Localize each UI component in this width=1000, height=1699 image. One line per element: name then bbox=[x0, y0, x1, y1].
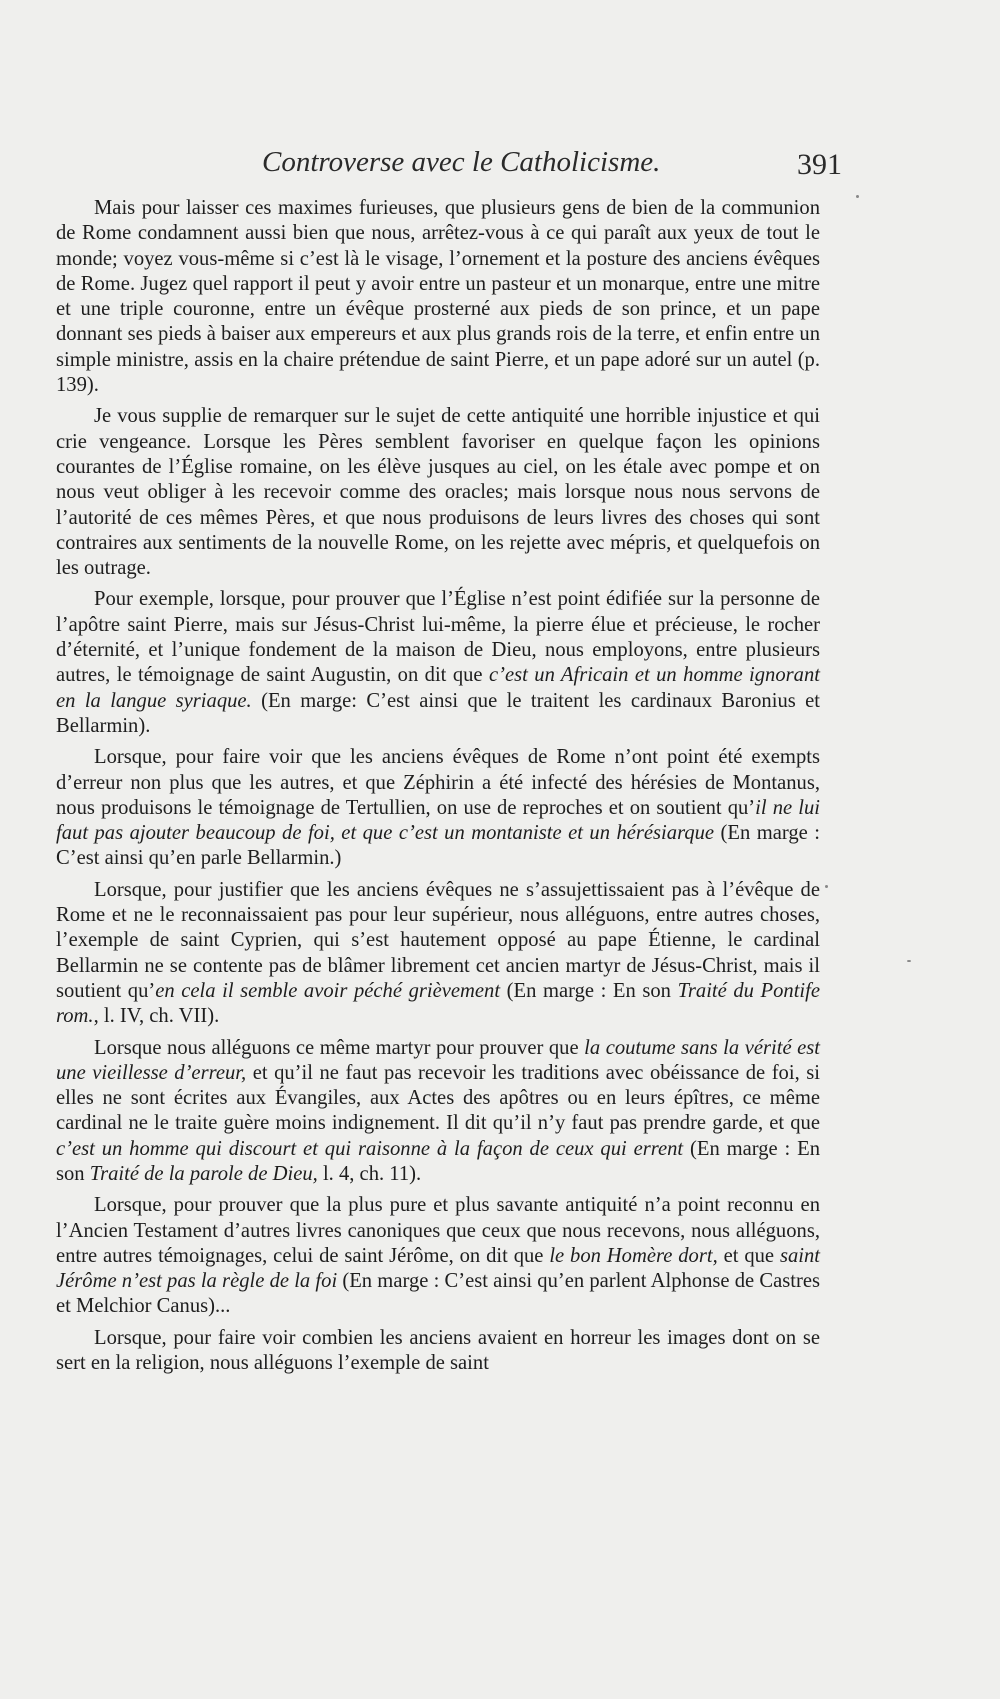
text-run: , l. IV, ch. VII). bbox=[93, 1005, 220, 1028]
text-run: Mais pour laisser ces maximes furieuses, que plusieurs gens de bien de la communion de Rome condamnent aussi bien que nous, arrêtez-vous à ce qui paraît aux yeux de tout le monde; voyez vous-même si c’est là le visage, l’ornement et la posture des anciens évêques de Rome. Jugez quel rapport il peut y avoir entre un pasteur et un monarque, entre une mitre et une triple couronne, entre un évêque prosterné aux pieds de son prince, et un pape donnant ses pieds à baiser aux empereurs et aux plus grands rois de la terre, et enfin entre un simple ministre, assis en la chaire prétendue de saint Pierre, et un pape adoré sur un autel (p. 139). bbox=[56, 197, 820, 397]
italic-run: il ne lui faut pas ajouter beaucoup de foi, et que c’est un montaniste et un hérésiarque bbox=[56, 796, 820, 845]
text-run: (En marge : En son bbox=[500, 979, 678, 1002]
paragraph bbox=[56, 587, 820, 739]
page-header bbox=[0, 146, 1000, 186]
text-run: et que bbox=[717, 1244, 780, 1267]
text-run: l. 4, ch. 11). bbox=[317, 1162, 422, 1185]
italic-run: Traité du Pontife rom. bbox=[56, 979, 821, 1028]
paragraph bbox=[56, 196, 820, 398]
italic-run: en cela il semble avoir péché grièvement bbox=[155, 979, 501, 1002]
text-run: Lorsque, pour prouver que la plus pure et plus savante antiquité n’a point reconnu en l’Ancien Testament d’autres livres canoniques que ceux que nous recevons, nous alléguons, entre autres témoignages, celui de saint Jérôme, on dit que bbox=[56, 1194, 820, 1267]
paragraph bbox=[56, 745, 820, 871]
italic-run: Traité de la parole de Dieu, bbox=[89, 1162, 318, 1185]
paragraph bbox=[56, 1036, 820, 1188]
text-run: Lorsque, pour justifier que les anciens évêques ne s’assujettissaient pas à l’évêque de Rome et ne le reconnaissaient pas pour leur supérieur, nous alléguons, entre autres choses, l’exemple de saint Cyprien, qui s’est hautement opposé au pape Étienne, le cardinal Bellarmin ne se contente pas de blâmer librement cet ancien martyr de Jésus-Christ, mais il soutient qu’ bbox=[56, 878, 820, 1002]
paragraph bbox=[56, 1193, 820, 1319]
text-run: Pour exemple, lorsque, pour prouver que l’Église n’est point édifiée sur la personne de l’apôtre saint Pierre, mais sur Jésus-Christ lui-même, la pierre élue et précieuse, le rocher d’éternité, et l’unique fondement de la maison de Dieu, nous employons, entre plusieurs autres, le témoignage de saint Augustin, on dit que bbox=[56, 588, 820, 687]
paragraph bbox=[56, 878, 820, 1030]
italic-run: saint Jérôme n’est pas la règle de la foi bbox=[56, 1244, 821, 1293]
text-run: Je vous supplie de remarquer sur le sujet de cette antiquité une horrible injustice et qui crie vengeance. Lorsque les Pères semblent favoriser en quelque façon les opinions courantes de l’Église romaine, on les élève jusques au ciel, on les étale avec pompe et on nous veut obliger à les recevoir comme des oracles; mais lorsque nous nous servons de l’autorité de ces mêmes Pères, et que nous produisons de leurs livres des choses qui sont contraires aux sentiments de la nouvelle Rome, on les rejette avec mépris, et quelquefois on les outrage. bbox=[56, 405, 820, 580]
speck-mark bbox=[907, 960, 911, 962]
italic-run: c’est un homme qui discourt et qui raisonne à la façon de ceux qui errent bbox=[56, 1137, 684, 1160]
page-number: 391 bbox=[797, 148, 842, 181]
speck-mark bbox=[825, 885, 828, 888]
text-run: (En marge : C’est ainsi qu’en parle Bellarmin.) bbox=[56, 822, 820, 870]
text-run: Lorsque, pour faire voir que les anciens évêques de Rome n’ont point été exempts d’erreur non plus que les autres, et que Zéphirin a été infecté des hérésies de Montanus, nous produisons le témoignage de Tertullien, on use de reproches et on soutient qu’ bbox=[56, 746, 820, 819]
running-title: Controverse avec le Catholicisme. bbox=[262, 146, 661, 178]
text-run: (En marge : En son bbox=[56, 1137, 821, 1185]
paragraph bbox=[56, 1326, 820, 1377]
paragraph bbox=[56, 404, 820, 581]
italic-run: le bon Homère dort, bbox=[549, 1244, 718, 1267]
text-run: (En marge: C’est ainsi que le traitent les cardinaux Baronius et Bellarmin). bbox=[56, 689, 820, 737]
text-run: Lorsque nous alléguons ce même martyr pour prouver que bbox=[94, 1036, 585, 1059]
italic-run: la coutume sans la vérité est une vieillesse d’erreur, bbox=[56, 1036, 820, 1084]
text-run: et qu’il ne faut pas recevoir les traditions avec obéissance de foi, si elles ne sont écrites aux Évangiles, aux Actes des apôtres ou en leurs épîtres, ce même cardinal ne le traite guère moins indignement. Il dit qu’il n’y faut pas prendre garde, et que bbox=[56, 1061, 820, 1135]
speck-mark bbox=[856, 195, 859, 198]
body-text bbox=[56, 196, 820, 1382]
italic-run: c’est un Africain et un homme ignorant en la langue syriaque. bbox=[56, 664, 820, 712]
text-run: Lorsque, pour faire voir combien les anciens avaient en horreur les images dont on se sert en la religion, nous alléguons l’exemple de saint bbox=[56, 1326, 820, 1375]
text-run: (En marge : C’est ainsi qu’en parlent Alphonse de Castres et Melchior Canus)... bbox=[56, 1270, 820, 1318]
